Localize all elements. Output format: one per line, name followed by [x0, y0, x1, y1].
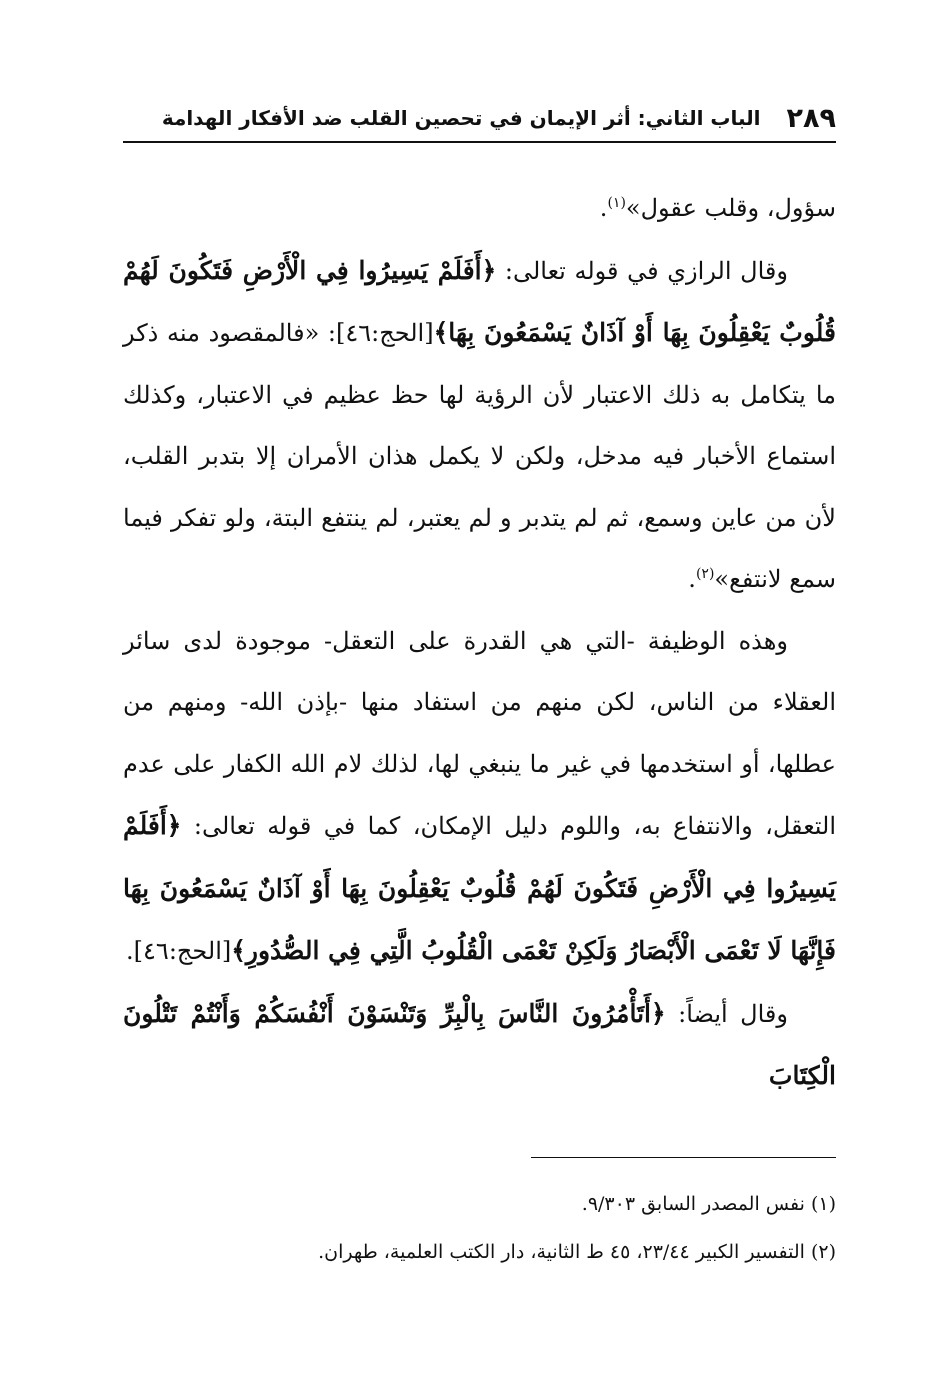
footnote-divider: [531, 1157, 836, 1158]
page-header: [123, 96, 836, 140]
text-run: وهذه الوظيفة -التي هي القدرة على التعقل- موجودة لدى سائر العقلاء من الناس، لكن منهم من استفاد منها -بإذن الله- ومنهم من عطلها، أو استخدمها في غير ما ينبغي لها، لذلك لام الله الكفار على عدم التعقل، والانتفاع به، واللوم دليل الإمكان، كما في قوله تعالى:: [123, 626, 836, 840]
text-run: سؤول، وقلب عقول»: [625, 194, 836, 222]
paragraph: [123, 178, 836, 240]
footnote-reference: (٢): [695, 566, 715, 582]
header-divider: [123, 141, 836, 143]
text-run: .: [599, 194, 608, 222]
quran-verse: ﴿أَفَلَمْ يَسِيرُوا فِي الْأَرْضِ فَتَكُونَ لَهُمْ قُلُوبٌ يَعْقِلُونَ بِهَا أَوْ آذَانٌ يَسْمَعُونَ بِهَا فَإِنَّهَا لَا تَعْمَى الْأَبْصَارُ وَلَكِنْ تَعْمَى الْقُلُوبُ الَّتِي فِي الصُّدُورِ﴾: [123, 811, 836, 965]
running-title: الباب الثاني: أثر الإيمان في تحصين القلب ضد الأفكار الهدامة: [161, 106, 761, 130]
footnote: (٢) التفسير الكبير ٢٣/٤٤، ٤٥ ط الثانية، دار الكتب العلمية، طهران.: [318, 1241, 836, 1263]
footnotes: [123, 1180, 836, 1276]
text-run: [الحج:٤٦].: [126, 937, 232, 965]
paragraph: [123, 240, 836, 611]
paragraph: [123, 983, 836, 1108]
text-run: [الحج:٤٦]: «فالمقصود منه ذكر ما يتكامل به ذلك الاعتبار لأن الرؤية لها حظ عظيم في الاعتبار، وكذلك استماع الأخبار فيه مدخل، ولكن لا يكمل هذان الأمران إلا بتدبر القلب، لأن من عاين وسمع، ثم لم يتدبر و لم يعتبر، لم ينتفع البتة، ولو تفكر فيما سمع لانتفع»: [123, 319, 836, 593]
footnote: (١) نفس المصدر السابق ٩/٣٠٣.: [581, 1193, 836, 1215]
text-run: وقال الرازي في قوله تعالى:: [496, 256, 788, 285]
paragraph: [123, 611, 836, 983]
page-number: ٢٨٩: [786, 102, 836, 134]
main-text: [123, 178, 836, 1108]
text-run: وقال أيضاً:: [665, 999, 788, 1028]
quran-verse: ﴿أَتَأْمُرُونَ النَّاسَ بِالْبِرِّ وَتَنْسَوْنَ أَنْفُسَكُمْ وَأَنْتُمْ تَتْلُونَ الْكِتَابَ: [123, 998, 836, 1090]
quran-verse: ﴿أَفَلَمْ يَسِيرُوا فِي الْأَرْضِ فَتَكُونَ لَهُمْ قُلُوبٌ يَعْقِلُونَ بِهَا أَوْ آذَانٌ يَسْمَعُونَ بِهَا﴾: [123, 255, 836, 347]
footnote-reference: (١): [607, 195, 626, 211]
text-run: .: [688, 565, 696, 593]
